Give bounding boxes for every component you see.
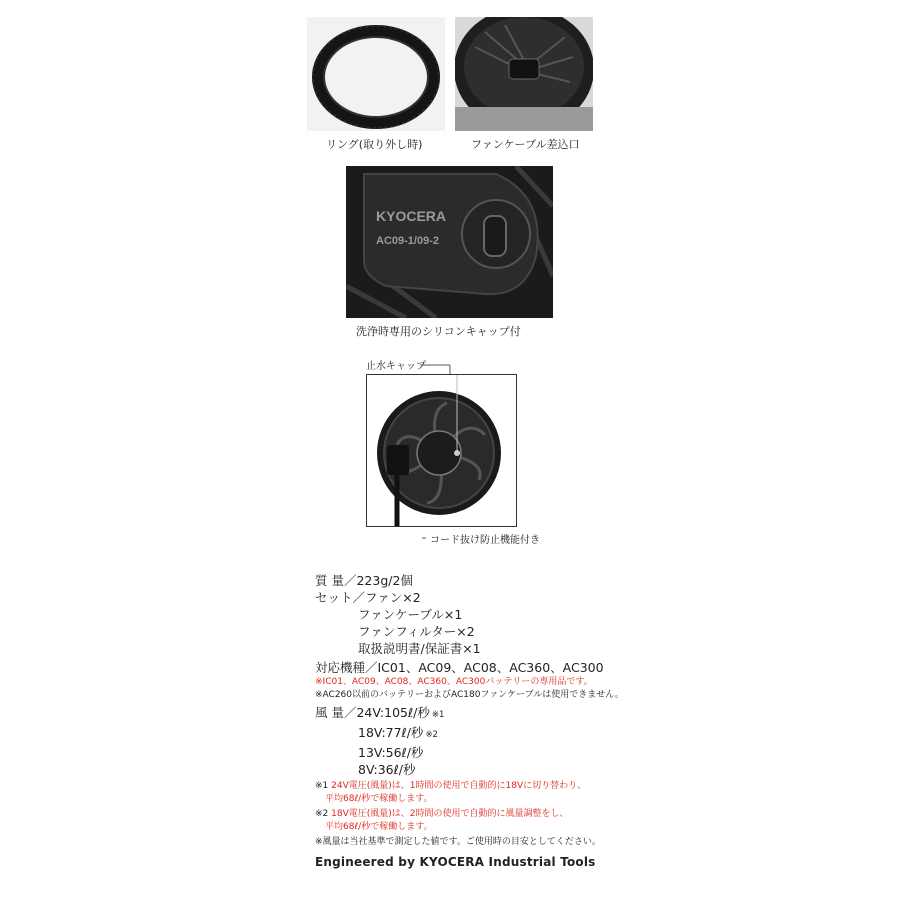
note-text: 18V電圧(風量)は、2時間の使用で自動的に風量調整をし、 [331, 809, 569, 819]
cable-port-caption: ファンケーブル差込口 [471, 138, 580, 151]
airflow-value: 13V:56ℓ/秒 [358, 745, 424, 760]
cord-caption: コード抜け防止機能付き [430, 535, 540, 546]
fan-top-image [455, 17, 593, 131]
water-cap-caption: 止水キャップ [366, 361, 426, 372]
spec-compatible-note: ※AC260以前のバッテリーおよびAC180ファンケーブルは使用できません。 [315, 689, 624, 700]
cable-port-photo [455, 17, 593, 131]
cap-closeup-image [346, 166, 553, 318]
spec-block [315, 572, 645, 869]
airflow-mark: ※1 [431, 710, 445, 720]
spec-airflow-row [315, 704, 645, 724]
spec-airflow-row [315, 761, 645, 778]
note-mark: ※1 [315, 781, 329, 791]
ring-photo [307, 17, 445, 131]
spec-airflow-row [315, 724, 645, 744]
fan-photo [366, 374, 517, 527]
note-text: 平均68ℓ/秒で稼働します。 [325, 793, 433, 804]
spec-note-3: ※風量は当社基準で測定した値です。ご使用時の目安としてください。 [315, 837, 601, 847]
ring-caption: リング(取り外し時) [326, 138, 423, 151]
spec-compatible: 対応機種／IC01、AC09、AC08、AC360、AC300 [315, 660, 604, 675]
airflow-value: 風 量／24V:105ℓ/秒 [315, 705, 430, 720]
silicone-cap-photo [346, 166, 553, 318]
airflow-value: 18V:77ℓ/秒 [358, 725, 424, 740]
fan-image [367, 375, 516, 526]
note-text: 平均68ℓ/秒で稼働します。 [325, 821, 433, 832]
spec-weight: 質 量／223g/2個 [315, 573, 413, 588]
airflow-mark: ※2 [425, 730, 438, 740]
ring-image [307, 17, 445, 131]
spec-set-item: 取扱説明書/保証書×1 [358, 641, 481, 656]
spec-set-title: セット／ファン×2 [315, 590, 421, 605]
model-mark: AC09-1/09-2 [376, 235, 439, 247]
airflow-value: 8V:36ℓ/秒 [358, 762, 416, 777]
note-text: 24V電圧(風量)は、1時間の使用で自動的に18Vに切り替わり、 [331, 781, 587, 791]
spec-note-1 [315, 780, 645, 805]
silicone-cap-caption: 洗浄時専用のシリコンキャップ付 [356, 325, 521, 338]
spec-set-item: ファンフィルター×2 [358, 624, 475, 639]
brand-line: Engineered by KYOCERA Industrial Tools [315, 854, 596, 869]
spec-compatible-note-red: ※IC01、AC09、AC08、AC360、AC300バッテリーの専用品です。 [315, 677, 593, 687]
spec-note-2 [315, 808, 645, 833]
spec-set-item: ファンケーブル×1 [358, 607, 463, 622]
note-mark: ※2 [315, 809, 329, 819]
spec-airflow-row [315, 744, 645, 761]
kyocera-logo-mark: KYOCERA [376, 208, 447, 224]
